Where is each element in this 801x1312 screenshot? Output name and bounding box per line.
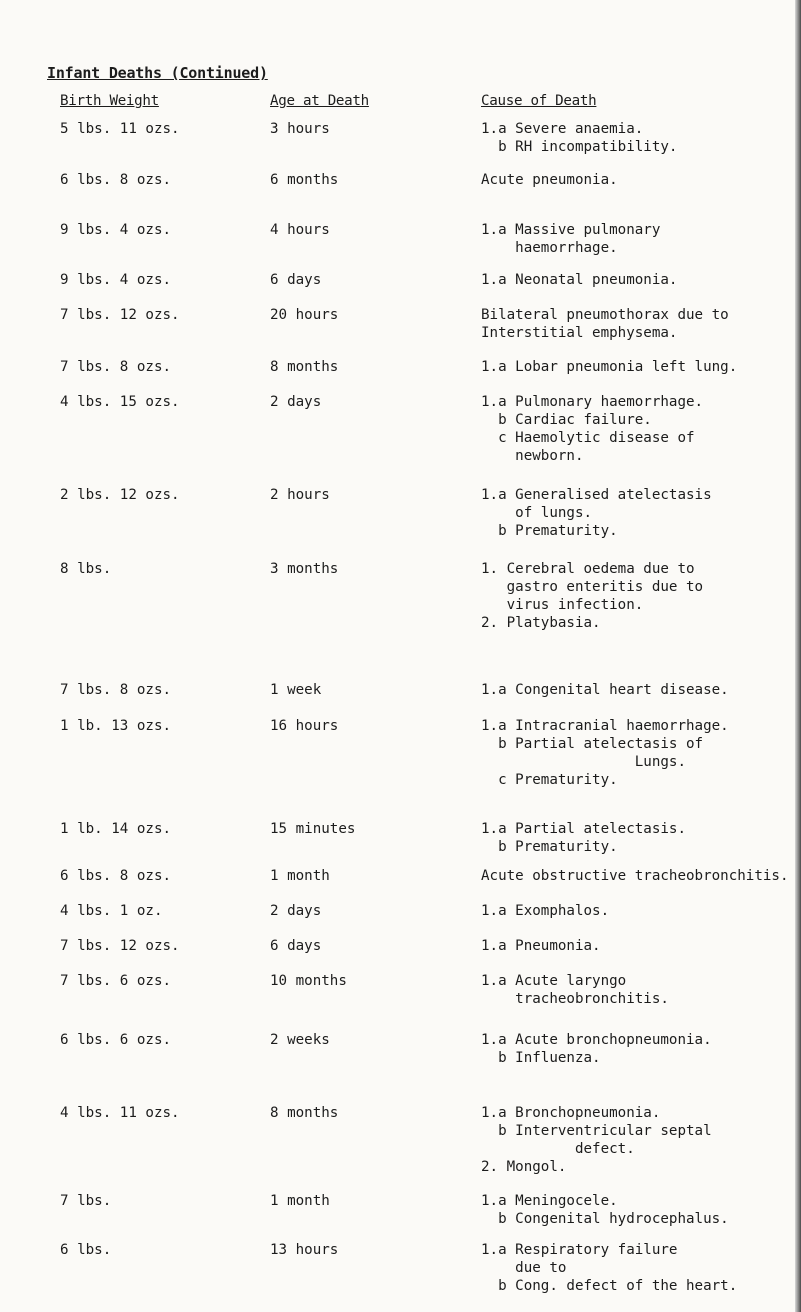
- cause-of-death-cell: [481, 820, 686, 856]
- birth-weight-cell: 1 lb. 13 ozs.: [60, 718, 172, 734]
- age-at-death-cell: 8 months: [270, 359, 339, 375]
- cause-line: Bilateral pneumothorax due to: [481, 307, 729, 323]
- age-at-death-cell: 2 days: [270, 903, 322, 919]
- cause-line: c Haemolytic disease of: [481, 430, 695, 446]
- cause-line: b Prematurity.: [481, 523, 618, 539]
- birth-weight-cell: 1 lb. 14 ozs.: [60, 821, 172, 837]
- cause-line: 1.a Partial atelectasis.: [481, 821, 686, 837]
- cause-line: 1.a Bronchopneumonia.: [481, 1105, 661, 1121]
- cause-line: 2. Platybasia.: [481, 615, 601, 631]
- cause-line: b RH incompatibility.: [481, 139, 678, 155]
- birth-weight-cell: 9 lbs. 4 ozs.: [60, 272, 172, 288]
- cause-of-death-cell: [481, 902, 609, 920]
- age-at-death-cell: 8 months: [270, 1105, 339, 1121]
- cause-line: due to: [481, 1260, 567, 1276]
- cause-line: virus infection.: [481, 597, 644, 613]
- cause-of-death-cell: [481, 358, 737, 376]
- birth-weight-cell: 7 lbs. 12 ozs.: [60, 938, 180, 954]
- cause-line: 1.a Respiratory failure: [481, 1242, 678, 1258]
- cause-of-death-cell: [481, 271, 677, 289]
- cause-line: 1.a Intracranial haemorrhage.: [481, 718, 729, 734]
- cause-line: 1.a Generalised atelectasis: [481, 487, 712, 503]
- cause-of-death-cell: [481, 681, 729, 699]
- age-at-death-cell: 3 hours: [270, 121, 330, 137]
- cause-line: b Cardiac failure.: [481, 412, 652, 428]
- cause-line: 1.a Neonatal pneumonia.: [481, 272, 678, 288]
- birth-weight-cell: 6 lbs. 8 ozs.: [60, 868, 172, 884]
- birth-weight-cell: 7 lbs. 8 ozs.: [60, 359, 172, 375]
- header-age-at-death: Age at Death: [270, 93, 369, 109]
- cause-line: b Congenital hydrocephalus.: [481, 1211, 729, 1227]
- cause-line: 1.a Lobar pneumonia left lung.: [481, 359, 738, 375]
- cause-of-death-cell: [481, 1031, 712, 1067]
- cause-of-death-cell: [481, 717, 729, 789]
- age-at-death-cell: 16 hours: [270, 718, 339, 734]
- cause-line: tracheobronchitis.: [481, 991, 669, 1007]
- cause-line: 1.a Massive pulmonary: [481, 222, 661, 238]
- cause-of-death-cell: [481, 560, 703, 632]
- birth-weight-cell: 7 lbs.: [60, 1193, 112, 1209]
- birth-weight-cell: 7 lbs. 6 ozs.: [60, 973, 172, 989]
- cause-line: Interstitial emphysema.: [481, 325, 678, 341]
- cause-of-death-cell: [481, 393, 703, 465]
- cause-of-death-cell: [481, 120, 677, 156]
- age-at-death-cell: 2 days: [270, 394, 322, 410]
- cause-line: 1.a Severe anaemia.: [481, 121, 644, 137]
- cause-line: b Partial atelectasis of: [481, 736, 704, 752]
- birth-weight-cell: 4 lbs. 15 ozs.: [60, 394, 180, 410]
- age-at-death-cell: 2 hours: [270, 487, 330, 503]
- cause-of-death-cell: [481, 306, 729, 342]
- birth-weight-cell: 7 lbs. 8 ozs.: [60, 682, 172, 698]
- cause-line: gastro enteritis due to: [481, 579, 704, 595]
- cause-of-death-cell: [481, 1241, 737, 1295]
- cause-of-death-cell: [481, 171, 618, 189]
- cause-line: 1.a Pneumonia.: [481, 938, 601, 954]
- birth-weight-cell: 6 lbs. 8 ozs.: [60, 172, 172, 188]
- cause-of-death-cell: [481, 486, 712, 540]
- cause-line: 1.a Exomphalos.: [481, 903, 610, 919]
- cause-of-death-cell: [481, 972, 669, 1008]
- age-at-death-cell: 2 weeks: [270, 1032, 330, 1048]
- cause-line: 1.a Acute bronchopneumonia.: [481, 1032, 712, 1048]
- header-birth-weight: Birth Weight: [60, 93, 159, 109]
- age-at-death-cell: 13 hours: [270, 1242, 339, 1258]
- age-at-death-cell: 1 month: [270, 1193, 330, 1209]
- age-at-death-cell: 1 month: [270, 868, 330, 884]
- cause-line: Acute obstructive tracheobronchitis.: [481, 868, 789, 884]
- cause-line: newborn.: [481, 448, 584, 464]
- cause-line: defect.: [481, 1141, 635, 1157]
- page-edge-shadow: [795, 0, 801, 1312]
- age-at-death-cell: 15 minutes: [270, 821, 356, 837]
- cause-of-death-cell: [481, 1104, 712, 1176]
- cause-line: b Interventricular septal: [481, 1123, 712, 1139]
- cause-line: 1. Cerebral oedema due to: [481, 561, 695, 577]
- age-at-death-cell: 1 week: [270, 682, 322, 698]
- cause-line: 1.a Acute laryngo: [481, 973, 627, 989]
- birth-weight-cell: 8 lbs.: [60, 561, 112, 577]
- birth-weight-cell: 4 lbs. 11 ozs.: [60, 1105, 180, 1121]
- cause-line: b Cong. defect of the heart.: [481, 1278, 738, 1294]
- cause-of-death-cell: [481, 221, 660, 257]
- cause-line: c Prematurity.: [481, 772, 618, 788]
- cause-line: of lungs.: [481, 505, 593, 521]
- cause-of-death-cell: [481, 937, 601, 955]
- cause-line: b Prematurity.: [481, 839, 618, 855]
- age-at-death-cell: 4 hours: [270, 222, 330, 238]
- birth-weight-cell: 6 lbs.: [60, 1242, 112, 1258]
- age-at-death-cell: 6 days: [270, 938, 322, 954]
- cause-line: Lungs.: [481, 754, 686, 770]
- age-at-death-cell: 6 days: [270, 272, 322, 288]
- birth-weight-cell: 9 lbs. 4 ozs.: [60, 222, 172, 238]
- cause-line: 1.a Meningocele.: [481, 1193, 618, 1209]
- birth-weight-cell: 2 lbs. 12 ozs.: [60, 487, 180, 503]
- cause-line: 2. Mongol.: [481, 1159, 567, 1175]
- cause-line: 1.a Congenital heart disease.: [481, 682, 729, 698]
- age-at-death-cell: 10 months: [270, 973, 347, 989]
- header-cause-of-death: Cause of Death: [481, 93, 597, 109]
- age-at-death-cell: 3 months: [270, 561, 339, 577]
- cause-of-death-cell: [481, 867, 789, 885]
- birth-weight-cell: 5 lbs. 11 ozs.: [60, 121, 180, 137]
- age-at-death-cell: 6 months: [270, 172, 339, 188]
- age-at-death-cell: 20 hours: [270, 307, 339, 323]
- cause-line: b Influenza.: [481, 1050, 601, 1066]
- birth-weight-cell: 6 lbs. 6 ozs.: [60, 1032, 172, 1048]
- cause-of-death-cell: [481, 1192, 729, 1228]
- cause-line: Acute pneumonia.: [481, 172, 618, 188]
- cause-line: haemorrhage.: [481, 240, 618, 256]
- birth-weight-cell: 4 lbs. 1 oz.: [60, 903, 163, 919]
- cause-line: 1.a Pulmonary haemorrhage.: [481, 394, 704, 410]
- page-title: Infant Deaths (Continued): [47, 64, 268, 82]
- birth-weight-cell: 7 lbs. 12 ozs.: [60, 307, 180, 323]
